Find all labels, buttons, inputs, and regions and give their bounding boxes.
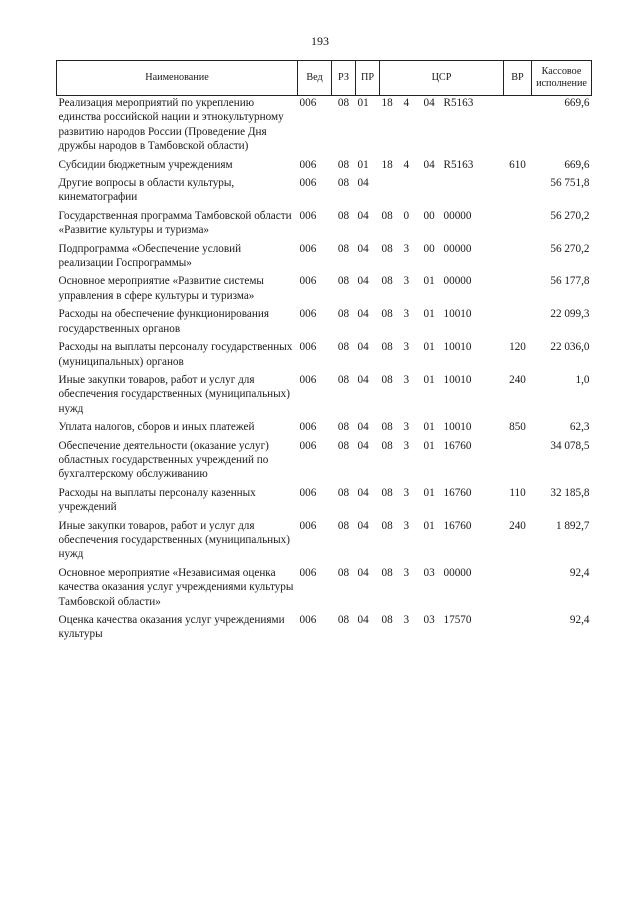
table-row [57, 340, 592, 373]
row-rz: 08 [337, 97, 350, 109]
csr-direction: 17570 [443, 614, 472, 626]
csr-direction: 10010 [443, 421, 472, 434]
csr-program: 08 [381, 209, 393, 222]
table-body [57, 96, 592, 646]
csr-subprogram: 3 [403, 519, 410, 532]
row-ved: 006 [299, 209, 317, 222]
row-name: Расходы на обеспечение функционирования государственных органов [58, 308, 269, 335]
csr-program: 18 [381, 158, 393, 171]
row-pr: 01 [357, 97, 369, 109]
csr-direction: 10010 [443, 308, 472, 321]
csr-measure: 00 [423, 209, 435, 222]
table-row [57, 176, 592, 209]
row-name: Реализация мероприятий по укреплению единства российской нации и этнокультурному развитию народов России (Проведение Дня дружбы народов в Тамбовской области) [58, 97, 284, 153]
row-csr [380, 242, 504, 275]
row-csr [380, 613, 504, 646]
csr-measure: 01 [423, 486, 435, 499]
csr-program: 08 [381, 519, 393, 532]
row-csr [380, 420, 504, 438]
table-row [57, 274, 592, 307]
csr-subprogram: 3 [403, 614, 410, 626]
table-header-row [57, 61, 592, 96]
table-row [57, 209, 592, 242]
row-rz: 08 [337, 242, 350, 255]
row-ved: 006 [299, 486, 317, 499]
row-rz: 08 [337, 421, 350, 434]
row-pr: 04 [357, 566, 369, 579]
table-row [57, 307, 592, 340]
csr-measure: 03 [423, 566, 435, 579]
csr-program: 08 [381, 566, 393, 579]
csr-subprogram: 3 [403, 486, 410, 499]
row-csr [380, 158, 504, 176]
row-amount: 34 078,5 [550, 439, 590, 452]
csr-subprogram: 0 [403, 209, 410, 222]
csr-direction: 00000 [443, 275, 472, 288]
row-ved: 006 [299, 373, 317, 386]
row-rz: 08 [337, 177, 350, 190]
table-row [57, 158, 592, 176]
row-name: Иные закупки товаров, работ и услуг для обеспечения государственных (муниципальных) нужд [58, 373, 290, 415]
csr-program: 08 [381, 242, 393, 255]
row-csr [380, 96, 504, 158]
csr-subprogram: 3 [403, 421, 410, 434]
table-row [57, 613, 592, 646]
header-csr: ЦСР [380, 61, 504, 96]
table-row [57, 439, 592, 486]
row-vr [504, 96, 532, 158]
table-row [57, 96, 592, 158]
csr-program: 08 [381, 373, 393, 386]
row-rz: 08 [337, 566, 350, 579]
row-csr [380, 274, 504, 307]
header-rz: РЗ [332, 61, 356, 96]
row-vr: 110 [509, 486, 526, 499]
row-rz: 08 [337, 614, 350, 626]
row-pr: 04 [357, 519, 369, 532]
row-csr [380, 209, 504, 242]
row-csr [380, 373, 504, 420]
row-vr [504, 307, 532, 340]
row-amount: 1 892,7 [555, 519, 590, 532]
csr-program: 08 [381, 308, 393, 321]
csr-subprogram: 3 [403, 341, 410, 354]
csr-direction: 00000 [443, 566, 472, 579]
row-amount: 56 270,2 [550, 242, 590, 255]
row-name: Государственная программа Тамбовской области «Развитие культуры и туризма» [58, 209, 292, 237]
row-rz: 08 [337, 486, 350, 499]
row-rz: 08 [337, 519, 350, 532]
row-vr: 120 [509, 341, 526, 354]
csr-direction: 00000 [443, 242, 472, 255]
row-amount: 92,4 [569, 566, 590, 579]
csr-program: 18 [381, 97, 393, 109]
csr-program: 08 [381, 421, 393, 434]
row-csr [380, 307, 504, 340]
row-pr: 04 [357, 421, 369, 434]
table-row [57, 373, 592, 420]
row-ved: 006 [299, 242, 317, 255]
row-pr: 04 [357, 308, 369, 321]
row-vr: 850 [509, 421, 526, 434]
row-ved: 006 [299, 421, 317, 434]
row-amount: 669,6 [564, 97, 590, 109]
row-vr: 240 [509, 373, 526, 386]
row-vr [504, 439, 532, 486]
row-amount: 62,3 [569, 421, 590, 434]
row-pr: 04 [357, 373, 369, 386]
row-amount: 56 751,8 [550, 177, 590, 190]
header-amount: Кассовое исполнение [532, 61, 592, 96]
row-pr: 01 [357, 158, 369, 171]
csr-measure: 01 [423, 275, 435, 288]
table-row [57, 420, 592, 438]
csr-direction: R5163 [443, 158, 474, 171]
csr-subprogram: 4 [403, 97, 410, 109]
row-amount: 1,0 [575, 373, 590, 386]
row-vr [504, 566, 532, 613]
csr-measure: 03 [423, 614, 435, 626]
csr-measure: 01 [423, 373, 435, 386]
row-ved: 006 [299, 158, 317, 171]
header-pr: ПР [356, 61, 380, 96]
row-amount: 22 036,0 [550, 341, 590, 354]
row-csr [380, 566, 504, 613]
row-rz: 08 [337, 209, 350, 222]
row-csr [380, 176, 504, 209]
row-name: Другие вопросы в области культуры, кинематографии [58, 177, 235, 204]
csr-program: 08 [381, 341, 393, 354]
csr-measure: 01 [423, 439, 435, 452]
row-csr [380, 340, 504, 373]
row-ved: 006 [299, 519, 317, 532]
csr-subprogram: 3 [403, 373, 410, 386]
csr-measure: 01 [423, 308, 435, 321]
row-name: Расходы на выплаты персоналу казенных учреждений [58, 486, 256, 514]
row-ved: 006 [299, 97, 317, 109]
csr-subprogram: 4 [403, 158, 410, 171]
row-vr [504, 274, 532, 307]
page-number: 193 [311, 34, 329, 48]
row-name: Иные закупки товаров, работ и услуг для обеспечения государственных (муниципальных) нужд [58, 519, 290, 561]
csr-measure: 04 [423, 97, 435, 109]
row-pr: 04 [357, 439, 369, 452]
row-pr: 04 [357, 275, 369, 288]
csr-subprogram: 3 [403, 275, 410, 288]
header-ved: Вед [298, 61, 332, 96]
csr-direction: 10010 [443, 341, 472, 354]
row-amount: 56 270,2 [550, 209, 590, 222]
csr-subprogram: 3 [403, 566, 410, 579]
row-ved: 006 [299, 566, 317, 579]
row-vr: 610 [509, 158, 526, 171]
table-row [57, 486, 592, 519]
row-ved: 006 [299, 439, 317, 452]
row-name: Основное мероприятие «Независимая оценка качества оказания услуг учреждениями культуры Тамбовской области» [58, 566, 294, 608]
table-row [57, 519, 592, 566]
row-vr [504, 613, 532, 646]
row-pr: 04 [357, 177, 369, 190]
row-csr [380, 439, 504, 486]
csr-direction: 16760 [443, 519, 472, 532]
csr-direction: 16760 [443, 486, 472, 499]
csr-measure: 04 [423, 158, 435, 171]
row-ved: 006 [299, 177, 317, 190]
budget-table [56, 60, 592, 646]
csr-program: 08 [381, 486, 393, 499]
row-pr: 04 [357, 614, 369, 626]
row-rz: 08 [337, 308, 350, 321]
row-pr: 04 [357, 242, 369, 255]
row-rz: 08 [337, 373, 350, 386]
row-vr: 240 [509, 519, 526, 532]
row-name: Основное мероприятие «Развитие системы управления в сфере культуры и туризма» [58, 275, 264, 302]
csr-subprogram: 3 [403, 242, 410, 255]
csr-direction: R5163 [443, 97, 474, 109]
row-rz: 08 [337, 439, 350, 452]
csr-direction: 16760 [443, 439, 472, 452]
row-amount: 56 177,8 [550, 275, 590, 288]
row-rz: 08 [337, 158, 350, 171]
csr-program: 08 [381, 439, 393, 452]
header-vr: ВР [504, 61, 532, 96]
row-ved: 006 [299, 275, 317, 288]
csr-subprogram: 3 [403, 439, 410, 452]
row-vr [504, 242, 532, 275]
csr-subprogram: 3 [403, 308, 410, 321]
row-ved: 006 [299, 341, 317, 354]
csr-program: 08 [381, 275, 393, 288]
row-name: Подпрограмма «Обеспечение условий реализации Госпрограммы» [58, 242, 242, 270]
row-amount: 22 099,3 [550, 308, 590, 321]
row-name: Оценка качества оказания услуг учреждениями культуры [58, 614, 285, 641]
csr-measure: 01 [423, 421, 435, 434]
csr-direction: 10010 [443, 373, 472, 386]
row-pr: 04 [357, 209, 369, 222]
row-amount: 92,4 [569, 614, 590, 626]
row-amount: 32 185,8 [550, 486, 590, 499]
csr-measure: 01 [423, 519, 435, 532]
row-ved: 006 [299, 614, 317, 626]
csr-measure: 01 [423, 341, 435, 354]
header-name: Наименование [57, 61, 298, 96]
row-name: Расходы на выплаты персоналу государственных (муниципальных) органов [58, 341, 293, 368]
row-rz: 08 [337, 275, 350, 288]
row-pr: 04 [357, 341, 369, 354]
row-name: Уплата налогов, сборов и иных платежей [58, 421, 255, 434]
row-vr [504, 176, 532, 209]
row-amount: 669,6 [564, 158, 590, 171]
csr-direction: 00000 [443, 209, 472, 222]
row-ved: 006 [299, 308, 317, 321]
row-csr [380, 486, 504, 519]
row-pr: 04 [357, 486, 369, 499]
csr-program: 08 [381, 614, 393, 626]
row-rz: 08 [337, 341, 350, 354]
table-row [57, 566, 592, 613]
csr-measure: 00 [423, 242, 435, 255]
row-name: Обеспечение деятельности (оказание услуг) областных государственных учреждений по бухгалтерскому обслуживанию [58, 439, 269, 481]
row-name: Субсидии бюджетным учреждениям [58, 158, 233, 171]
row-csr [380, 519, 504, 566]
row-vr [504, 209, 532, 242]
table-row [57, 242, 592, 275]
